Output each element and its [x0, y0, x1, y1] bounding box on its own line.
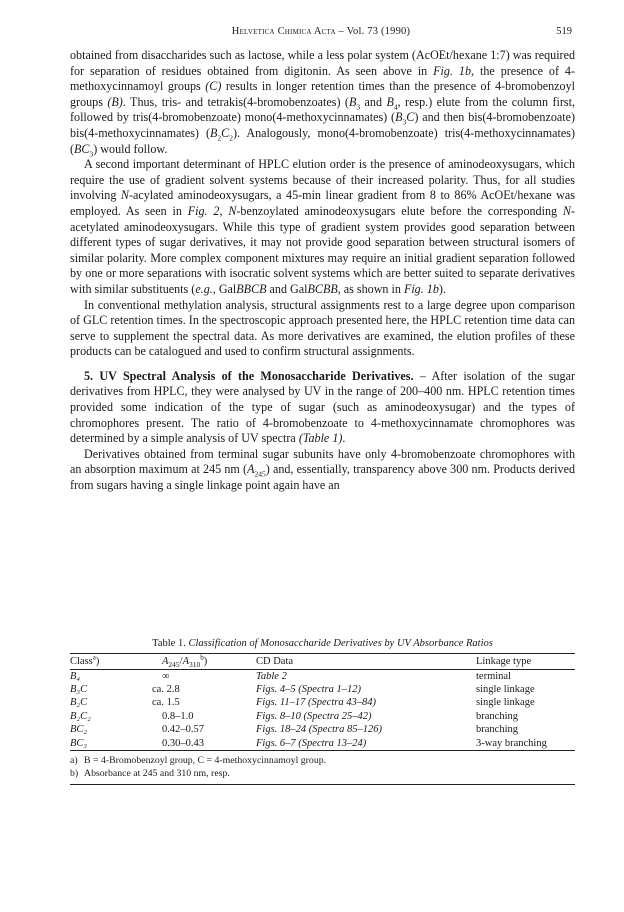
cell-linkage: single linkage	[476, 697, 535, 709]
journal-title: Helvetica Chimica Acta – Vol. 73 (1990)	[231, 26, 411, 37]
paragraph-3: In conventional methylation analysis, structural assignments rest to a large degree upon comparison of GLC retention times. In the spectroscopic approach presented here, the HPLC retention time data can serve to supplement the spectral data. As more derivatives are examined, the elution profiles of these products can be catalogued and used to confirm structural assignments.	[70, 297, 575, 359]
cell-ratio: 0.30–0.43	[162, 737, 204, 749]
cell-cd-data: Figs. 4–5 (Spectra 1–12)	[256, 683, 361, 695]
cell-linkage: 3-way branching	[476, 737, 547, 749]
cell-linkage: single linkage	[476, 683, 535, 695]
cell-class: BC₂	[70, 724, 88, 736]
col-header-linkage: Linkage type	[476, 656, 532, 667]
table-row	[70, 697, 575, 710]
footnote-b: b) Absorbance at 245 and 310 nm, resp.	[70, 767, 230, 779]
cell-cd-data: Table 2	[256, 670, 287, 682]
table-row	[70, 670, 575, 684]
table-caption: Table 1. Classification of Monosaccharide Derivatives by UV Absorbance Ratios	[152, 638, 493, 649]
body-text	[70, 48, 575, 494]
cell-class: B₂C	[70, 697, 88, 709]
col-header-ratio: $A_{245}/A_{310}^b$)	[162, 653, 208, 670]
cell-cd-data: Figs. 18–24 (Spectra 85–126)	[256, 724, 382, 736]
cell-linkage: branching	[476, 710, 518, 722]
cell-class: B₂C₂	[70, 710, 91, 722]
section-heading: 5. UV Spectral Analysis of the Monosaccharide Derivatives.	[84, 368, 414, 383]
col-header-cd-data: CD Data	[256, 656, 294, 667]
footnote-a: a) B = 4-Bromobenzoyl group, C = 4-methoxycinnamoyl group.	[70, 755, 327, 767]
cell-ratio: ca. 1.5	[152, 697, 180, 709]
paragraph-5: Derivatives obtained from terminal sugar subunits have only 4-bromobenzoate chromophores with an absorption maximum at 245 nm $(A_{245})$ and, essentially, transparency above 300 nm. Products derived from sugars having a single linkage point again have an	[70, 446, 575, 493]
cell-class: BC₃	[70, 737, 88, 749]
running-header	[70, 26, 572, 40]
table-row	[70, 683, 575, 696]
cell-ratio: 0.8–1.0	[162, 710, 194, 722]
cell-class: B₄	[70, 670, 81, 682]
col-header-class: Class$^a$)	[70, 653, 100, 667]
cell-cd-data: Figs. 6–7 (Spectra 13–24)	[256, 737, 367, 749]
cell-cd-data: Figs. 11–17 (Spectra 43–84)	[256, 697, 376, 709]
uv-ratio-table	[70, 653, 575, 752]
cell-ratio: ca. 2.8	[152, 683, 180, 695]
table-1	[70, 638, 575, 785]
cell-class: B₃C	[70, 683, 88, 695]
table-row	[70, 724, 575, 737]
table-row	[70, 710, 575, 723]
cell-cd-data: Figs. 8–10 (Spectra 25–42)	[256, 710, 372, 722]
paragraph-2: A second important determinant of HPLC elution order is the presence of aminodeoxysugars, which require the use of gradient solvent systems because of their increased polarity. Thus, for all studies involving N-acylated aminodeoxysugars, a 45-min linear gradient from 8 to 86% AcOEt/hexane was employed. As seen in Fig. 2, N-benzoylated aminodeoxysugars elute before the corresponding N-acetylated aminodeoxysugars. While this type of gradient system provides good separation between different types of sugar derivatives, it may not provide good separation between structural isomers of similar polarity. More complex component mixtures may require an initial gradient separation followed by one or more separations with isocratic solvent systems which are better suited to separate derivatives with similar substituents (e.g., GalBBCB and GalBCBB, as shown in Fig. 1b).	[70, 157, 576, 296]
paragraph-1: obtained from disaccharides such as lactose, while a less polar system (AcOEt/hexane 1:7) was required for separation of residues obtained from digitonin. As seen above in Fig. 1b, the presence of 4-methoxycinnamoyl groups (C) results in longer retention times than the presence of 4-bromobenzoyl groups (B). Thus, tris- and tetrakis(4-bromobenzoates) ($B_3$ and $B_4$, resp.) elute from the column first, followed by tris(4-bromobenzoate) mono(4-methoxycinnamates) $(B_3C)$ and then bis(4-bromobenzoate) bis(4-methoxycinnamates) $(B_2C_2)$. Analogously, mono(4-bromobenzoate) tris(4-methoxycinnamates) $(BC_3)$ would follow.	[70, 48, 576, 158]
cell-ratio: 0.42–0.57	[162, 724, 204, 736]
table-footnotes	[70, 755, 575, 785]
cell-ratio: ∞	[162, 670, 170, 682]
table-row	[70, 737, 575, 751]
section-5-paragraph: 5. UV Spectral Analysis of the Monosaccharide Derivatives. – After isolation of the sugar derivatives from HPLC, they were analysed by UV in the range of 200–400 nm. HPLC retention times provided some indication of the type of sugar (such as aminodeoxysugar) and the types of chromophores present. The ratio of 4-bromobenzoate to 4-methoxycinnamate chromophores was determined by a simple analysis of UV spectra (Table 1).	[70, 368, 575, 446]
table-bottom-rule	[70, 784, 575, 785]
cell-linkage: branching	[476, 724, 518, 736]
page-number: 519	[556, 26, 572, 37]
cell-linkage: terminal	[476, 670, 511, 682]
